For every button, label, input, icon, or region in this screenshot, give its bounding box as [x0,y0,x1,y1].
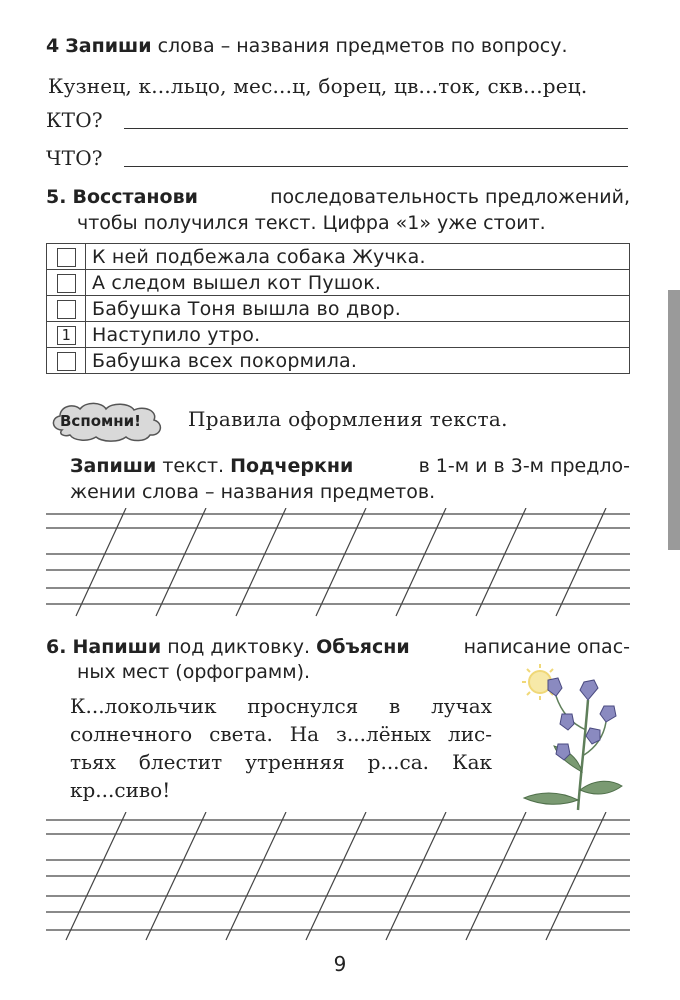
sequence-row [47,322,630,348]
task4-words: Кузнец, к...льцо, мес...ц, борец, цв...ток, скв...рец. [48,74,588,98]
task4-instruction: слова – названия предметов по вопросу. [157,35,568,57]
task6-verb1: Напиши [72,636,162,658]
task6-number: 6. [46,636,67,658]
task6-heading-line1 [46,634,630,660]
remember-badge: Вспомни! [60,412,141,430]
order-box[interactable]: 1 [57,326,76,345]
order-box[interactable] [57,274,76,293]
page-edge-tab [668,290,680,550]
order-box[interactable] [57,300,76,319]
writing-grid-1[interactable] [46,508,630,618]
write-task-mid: текст. [162,455,225,477]
answer-line-what[interactable] [124,166,628,167]
write-task-verb2: Подчеркни [230,455,354,477]
page-number: 9 [333,952,347,976]
task4-question-what: ЧТО? [46,146,103,170]
task5-heading-line2: чтобы получился текст. Цифра «1» уже стоит. [77,212,546,234]
task5-verb: Восстанови [72,186,198,208]
write-task-verb1: Запиши [70,455,157,477]
dictation-text [70,692,492,804]
sequence-row [47,348,630,374]
task5-line1-rest: последовательность предложений, [270,186,630,208]
dictation-line: кр...сиво! [70,778,171,802]
remember-text: Правила оформления текста. [188,407,508,431]
sentence-text: Бабушка всех покормила. [86,348,630,374]
sentence-text: Бабушка Тоня вышла во двор. [86,296,630,322]
task4-heading [46,33,568,59]
task6-heading-line2: ных мест (орфограмм). [77,661,311,683]
sequence-row [47,270,630,296]
sentence-text: Наступило утро. [86,322,630,348]
task6-verb2: Объясни [316,636,410,658]
sequence-row [47,244,630,270]
write-task-rest: в 1-м и в 3-м предло- [418,455,630,477]
bellflower-sun-illustration-icon [508,660,630,818]
dictation-line: солнечного света. На з...лёных лис- [70,722,492,746]
task4-number: 4 [46,35,60,57]
sequence-table [46,243,630,374]
task6-rest: написание опас- [463,636,630,658]
task4-verb: Запиши [65,35,152,57]
task5-number: 5. [46,186,67,208]
order-box[interactable] [57,352,76,371]
order-box[interactable] [57,248,76,267]
sequence-row [47,296,630,322]
sentence-text: К ней подбежала собака Жучка. [86,244,630,270]
dictation-line: тьях блестит утренняя р...са. Как [70,750,492,774]
answer-line-who[interactable] [124,128,628,129]
task4-question-who: КТО? [46,108,103,132]
task6-mid: под диктовку. [167,636,311,658]
writing-grid-2[interactable] [46,812,630,942]
task5-heading-line1 [46,184,630,210]
dictation-line: К...локольчик проснулся в лучах [70,694,492,718]
write-task-line2: жении слова – названия предметов. [70,481,436,503]
write-task-line1 [70,453,630,479]
sentence-text: А следом вышел кот Пушок. [86,270,630,296]
